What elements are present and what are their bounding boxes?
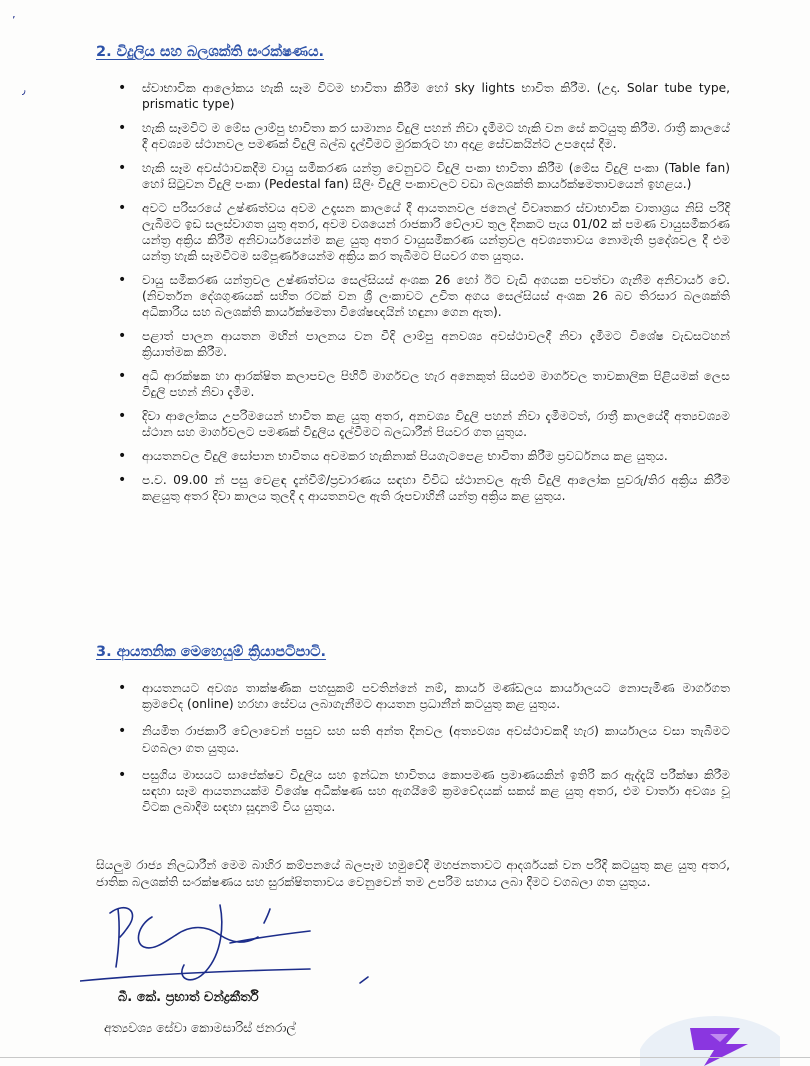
section-2-list [118, 80, 730, 511]
list-item: • ආයතනයට අවශ්‍ය තාක්ෂණික පහසුකම් පවතින්නේ නම්, කාර්ය මණ්ඩලය කාර්යාලයට නොපැමිණ මාර්ගගත ක්‍රමවේද (online) හරහා සේවය ලබාගැනීමට ආයතන ප්‍රධානීන් කටයුතු කළ යුතුය. [118, 680, 730, 712]
list-item: • පසුගිය මාසයට සාපේක්ෂව විදුලිය සහ ඉන්ධන භාවිතය කොපමණ ප්‍රමාණයකින් ඉතිරි කර ඇද්දැයි පරීක්ෂා කිරීම සඳහා සෑම ආයතනයක්ම විශේෂ අධීක්ෂණ සහ ඇගයීමේ ක්‍රමවේදයක් සකස් කළ යුතු අතර, එම වාර්තා අවශ්‍ය වූ විටක ලබාදීම සඳහා සූදානම් විය යුතුය. [118, 767, 730, 816]
list-item: • අධි ආරක්ෂක හා ආරක්ෂිත කලාපවල පිහිටි මාර්ගවල හැර අනෙකුත් සියළුම මාර්ගවල තාවකාලික පිළියමක් ලෙස විදුලි පහන් නිවා දැමීම. [118, 368, 730, 400]
closing-paragraph: සියලුම රාජ්‍ය නිලධාරීන් මෙම බාහිර කම්පනයේ බලපෑම හමුවේදී මහජනතාවට ආදර්ශයක් වන පරිදි කටයුතු කළ යුතු අතර, ජාතික බලශක්ති සංරක්ෂණය සහ සුරක්ෂිතතාවය වෙනුවෙන් තම උපරිම සහාය ලබා දීමට වගබලා ගත යුතුය. [96, 858, 730, 890]
list-item: • අවට පරිසරයේ උෂ්ණත්වය අවම උදෑසන කාලයේ දී ආයතනවල ජනෙල් විවෘතකර ස්වාභාවික වාතාශ්‍රය නිසි පරිදි ලැබීමට ඉඩ සලස්වාගත යුතු අතර, අවම වශයෙන් රාජකාරි වේලාව තුල දිනකට පැය 01/02 ක් පමණ වායුසමීකරණ යන්ත්‍ර අක්‍රිය කිරීම අනිවාර්යයෙන්ම කළ යුතු අතර වායුසමීකරණ යන්ත්‍රවල අවශ්‍යතාවය නොමැති ප්‍රදේශවල දී එම යන්ත්‍ර හැකි සෑමවිටම සම්පූර්ණයෙන්ම අක්‍රිය කර තැබීමට පියවර ගත යුතුය. [118, 200, 730, 265]
list-item: • වායු සමීකරණ යන්ත්‍රවල උෂ්ණත්වය සෙල්සියස් අංශක 26 හෝ ඊට වැඩි අගයක පවත්වා ගැනීම අනිවාර්ය වේ. (නිවර්තන දේශගුණයක් සහිත රටක් වන ශ්‍රී ලංකාවට උචිත අගය සෙල්සියස් අංශක 26 බව තිරසාර බලශක්ති අධිකාරිය සහ බලශක්ති කාර්යක්ෂමතා විශේෂඥයින් හඳුනා ගෙන ඇත). [118, 272, 730, 321]
page-bottom-rule [0, 1057, 810, 1058]
list-item: • හැකි සෑමවිට ම මේස ලාම්පු භාවිතා කර සාමාන්‍ය විදුලි පහන් නිවා දැමීමට හැකි වන සේ කටයුතු කිරීම. රාත්‍රී කාලයේ දී අවශ්‍යම ස්ථානවල පමණක් විදුලි බල්බ දැල්වීමට මුරකරුට හා අදාළ සේවකයින්ට උපදෙස් දීම. [118, 120, 730, 152]
list-item: • හැකි සෑම අවස්ථාවකදීම වායු සමීකරණ යන්ත්‍ර වෙනුවට විදුලි පංකා භාවිතා කිරීම (මේස විදුලි පංකා (Table fan) හෝ සිටුවන විදුලි පංකා (Pedestal fan) සීලිං විදුලි පංකාවලට වඩා බලශක්ති කාර්යක්ෂමතාවයෙන් ඉහළය.) [118, 160, 730, 192]
margin-mark: ʼ [12, 14, 16, 27]
list-item: • ආයතනවල විදුලි සෝපාන භාවිතය අවමකර හැකිනාක් පියගැටපෙළ භාවිතා කිරීම ප්‍රවර්ධනය කළ යුතුය. [118, 448, 730, 464]
signatory-title: අත්‍යවශ්‍ය සේවා කොමසාරිස් ජනරාල් [104, 1020, 296, 1035]
list-item: • ප.ව. 09.00 න් පසු වෙළඳ දැන්වීම්/ප්‍රචාරණය සඳහා විවිධ ස්ථානවල ඇති විදුලි ආලෝක පුවරු/තිර අක්‍රිය කිරීම කළයුතු අතර දිවා කාලය තුලදී ද ආයතනවල ඇති රූපවාහිනී යන්ත්‍ර අක්‍රිය කළ යුතුය. [118, 472, 730, 504]
list-item: • නියමිත රාජකාරි වේලාවෙන් පසුව සහ සති අන්ත දිනවල (අත්‍යවශ්‍ය අවස්ථාවකදී හැර) කාර්යාලය වසා තැබීමට වගබලා ගත යුතුය. [118, 723, 730, 755]
signature [80, 895, 380, 990]
signatory-name: බී. කේ. ප්‍රභාත් චන්ද්‍රකීර්ති [118, 990, 259, 1005]
section-2-heading: 2. විදුලිය සහ බලශක්ති සංරක්ෂණය. [96, 44, 324, 60]
list-item: • දිවා ආලෝකය උපරිමයෙන් භාවිත කළ යුතු අතර, අනවශ්‍ය විදුලි පහන් නිවා දැමීමටත්, රාත්‍රී කාලයේදී අත්‍යවශ්‍යම ස්ථාන සහ මාර්ගවලට පමණක් විදුලිය දැල්වීමට බලධාරීන් පියවර ගත යුතුය. [118, 408, 730, 440]
list-item: • ස්වාභාවික ආලෝකය හැකි සෑම විටම භාවිතා කිරීම හෝ sky lights භාවිත කිරීම. (උදා. Solar tube type, prismatic type) [118, 80, 730, 112]
list-item: • පළාත් පාලන ආයතන මඟින් පාලනය වන වීදි ලාම්පු අනවශ්‍ය අවස්ථාවලදී නිවා දැමීමට විශේෂ වැඩසටහන් ක්‍රියාත්මක කිරීම. [118, 328, 730, 360]
margin-mark: ٫ [22, 84, 26, 97]
section-3-heading: 3. ආයතනික මෙහෙයුම් ක්‍රියාපටිපාටි. [96, 644, 327, 660]
section-3-list [118, 680, 730, 826]
